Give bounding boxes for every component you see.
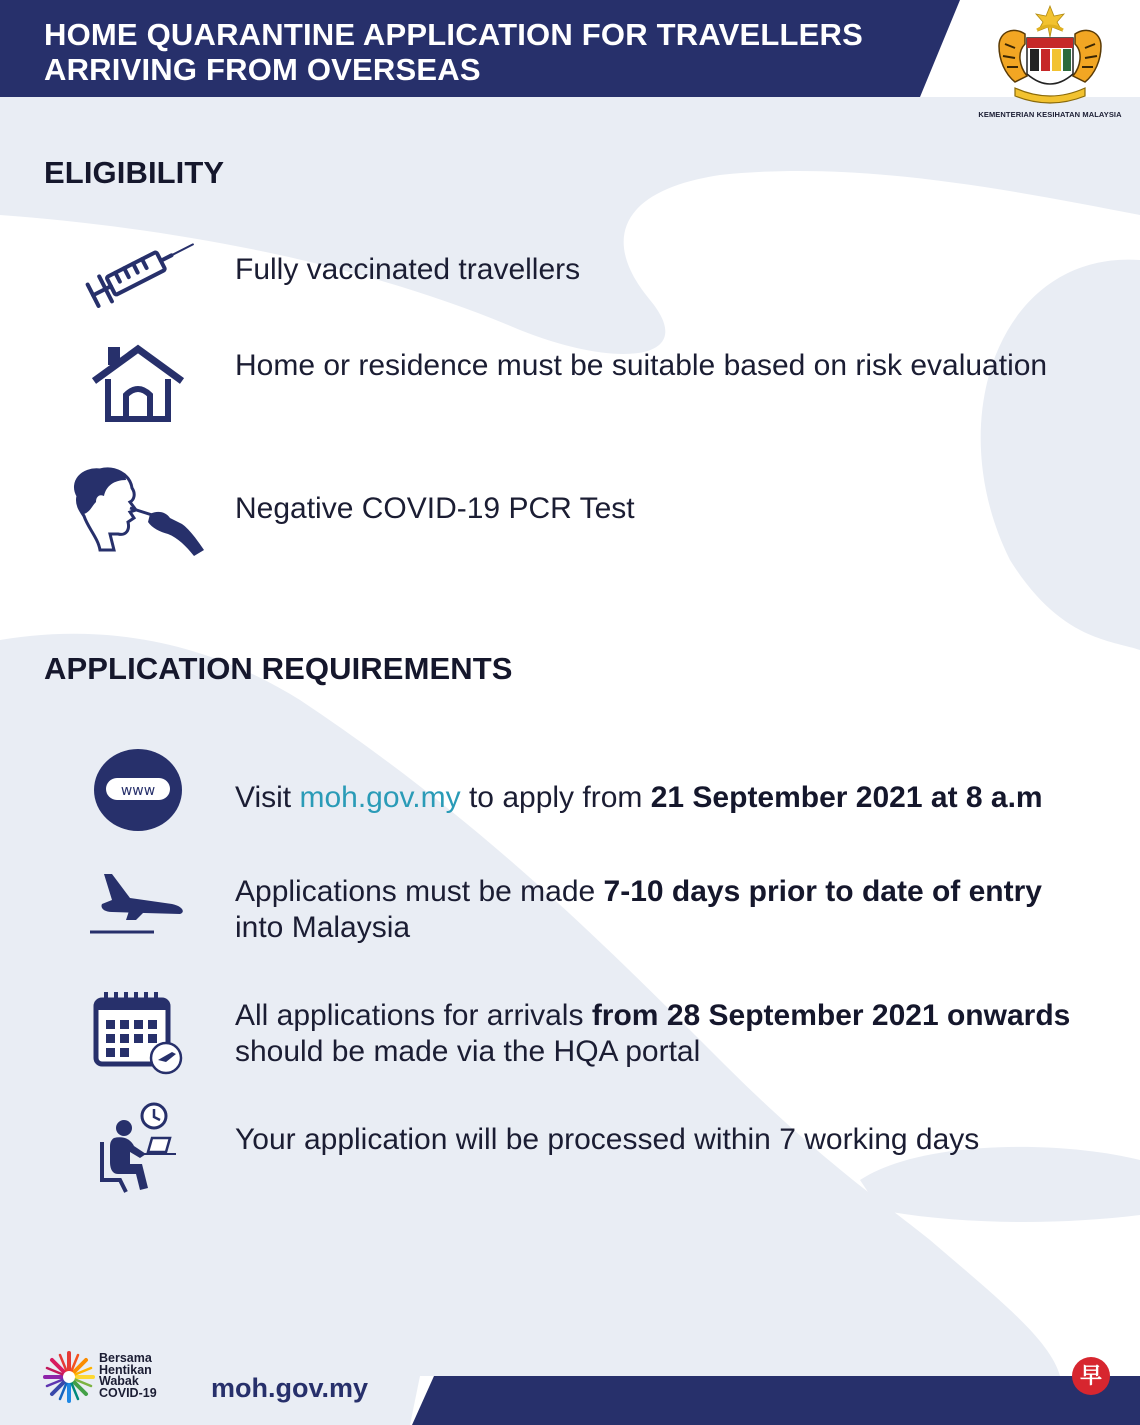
page-title — [44, 17, 863, 87]
requirement-3-post: should be made via the HQA portal — [235, 1035, 701, 1068]
eligibility-text-3: Negative COVID-19 PCR Test — [235, 492, 635, 525]
campaign-line-4: COVID-19 — [99, 1385, 157, 1400]
requirement-3-pre: All applications for arrivals — [235, 999, 592, 1032]
requirement-text-4: Your application will be processed within 7 working days — [235, 1123, 980, 1156]
requirement-text-3 — [235, 998, 1095, 1070]
requirements-heading: APPLICATION REQUIREMENTS — [44, 651, 513, 686]
campaign-line-2: Hentikan — [99, 1362, 152, 1377]
requirement-1-mid: to apply from — [460, 781, 651, 814]
moh-website-link[interactable]: moh.gov.my — [299, 781, 461, 814]
www-globe-icon — [92, 748, 184, 832]
requirement-3-date: from 28 September 2021 onwards — [591, 999, 1071, 1032]
campaign-line-3: Wabak — [99, 1374, 139, 1388]
processing-time-icon — [96, 1102, 180, 1194]
ministry-logo — [975, 4, 1125, 122]
eligibility-heading: ELIGIBILITY — [44, 155, 225, 190]
campaign-text — [99, 1353, 157, 1399]
requirement-1-date: 21 September 2021 at 8 a.m — [650, 781, 1043, 814]
campaign-line-1: Bersama — [99, 1351, 152, 1365]
page-title-line-2: ARRIVING FROM OVERSEAS — [44, 52, 481, 87]
coat-of-arms-icon — [985, 4, 1115, 108]
requirement-text-1 — [235, 780, 1095, 816]
footer-band — [412, 1376, 1140, 1425]
ministry-caption: KEMENTERIAN KESIHATAN MALAYSIA — [978, 110, 1122, 119]
requirement-2-days: 7-10 days prior to date of entry — [603, 875, 1042, 908]
www-label: www — [120, 783, 156, 799]
requirement-2-pre: Applications must be made — [235, 875, 604, 908]
covid-campaign-logo-icon — [42, 1350, 96, 1404]
eligibility-text-2: Home or residence must be suitable based on risk evaluation — [235, 349, 1048, 382]
eligibility-text-1: Fully vaccinated travellers — [235, 253, 581, 286]
requirement-2-post: into Malaysia — [235, 911, 411, 944]
calendar-icon — [92, 990, 186, 1076]
requirement-text-2 — [235, 874, 1095, 946]
publisher-badge: 早 — [1072, 1357, 1110, 1395]
page-title-line-1: HOME QUARANTINE APPLICATION FOR TRAVELLERS — [44, 17, 863, 52]
requirement-1-pre: Visit — [235, 781, 300, 814]
syringe-icon — [74, 236, 204, 310]
footer-website-link[interactable]: moh.gov.my — [211, 1373, 369, 1403]
plane-landing-icon — [90, 868, 188, 938]
house-icon — [90, 343, 186, 423]
nasal-swab-icon — [70, 466, 208, 558]
